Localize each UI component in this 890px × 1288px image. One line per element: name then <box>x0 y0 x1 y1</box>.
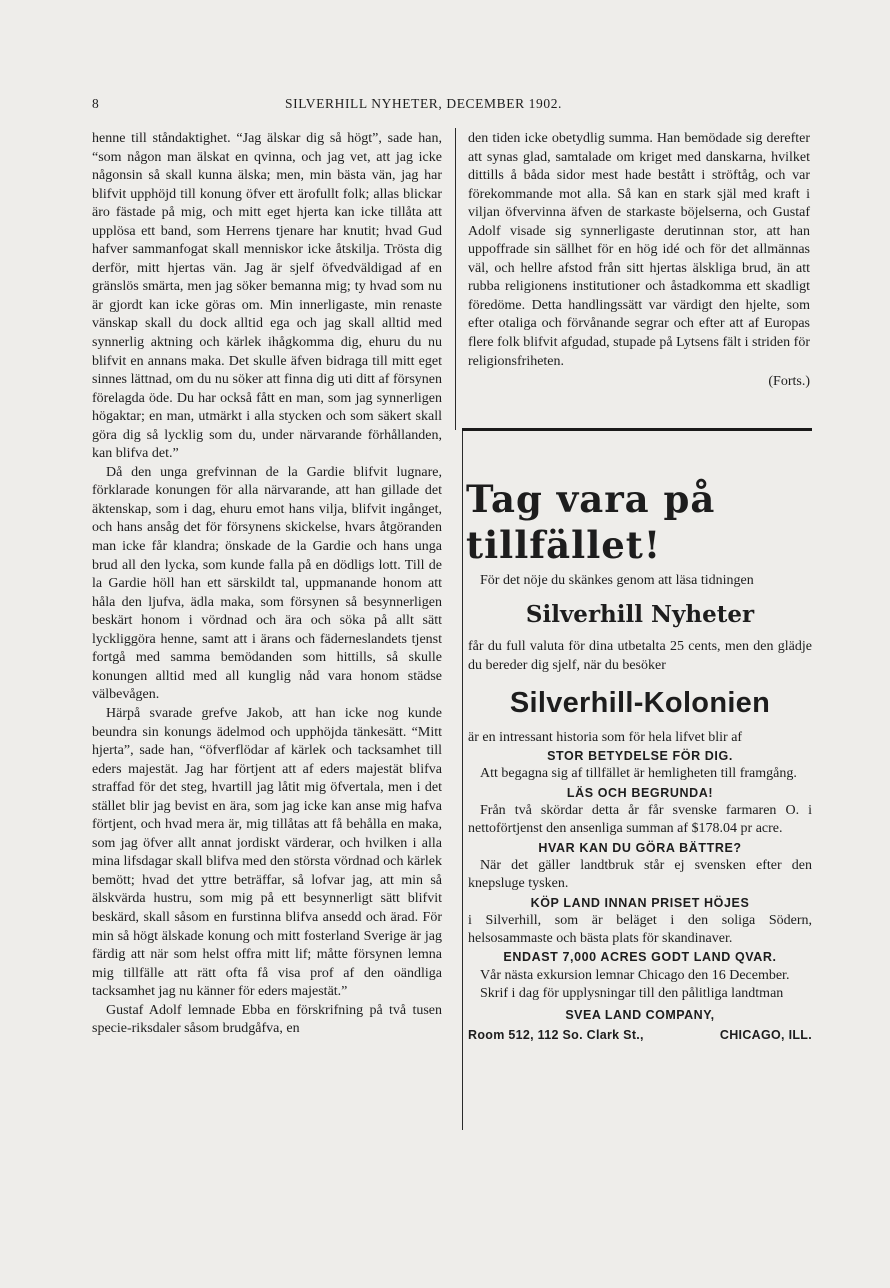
ad-text: i Silverhill, som är beläget i den soliga Södern, helsosammaste och bästa plats för skandinaver. <box>468 912 812 947</box>
ad-text: Att begagna sig af tillfället är hemligheten till framgång. <box>480 766 797 782</box>
right-paragraph: den tiden icke obetydlig summa. Han bemödade sig derefter att synas glad, samtalade om kriget med danskarna, hvilket dittills å båda sidor mest hade bestått i ströftåg, och var förekommande mot alla. Så kan en stark själ med kraft i viljan öfvervinna äfven de starkaste böjelserna, och Gustaf Adolf visade sig synnerligaste derutinnan stor, att han uppoffrade sin sällhet för en hög idé och för det allmännas väl, och hellre afstod från sitt hjertas älskliga brud, än att rubba religionens institutioner och åstadkomma ett skadligt föredöme. Detta handlingssätt var värdigt den hjelte, som efter otaliga och förvånande segrar och efter att af Europas flere folk blifvit afgudad, stupade på Lytsens fält i striden för religionsfriheten. <box>468 131 810 369</box>
ad-story-text: är en intressant historia som för hela lifvet blir af <box>468 729 743 745</box>
colony-title: Silverhill-Kolonien <box>509 686 771 719</box>
ad-text: Skrif i dag för upplysningar till den pålitliga landtman <box>480 986 784 1002</box>
city: CHICAGO, ILL. <box>719 1028 812 1043</box>
company-address <box>468 1025 812 1045</box>
ad-headline: tillfället! <box>466 523 662 567</box>
ad-value-text: får du full valuta för dina utbetalta 25 cents, men den glädje du bereder dig sjelf, när du besöker <box>468 639 812 673</box>
page-header <box>92 96 810 116</box>
left-paragraph: Härpå svarade grefve Jakob, att han icke nog kunde beundra sin konungs ädelmod och upphöjda tänkesätt. “Mitt hjerta”, sade han, “öfverflödar af kärlek och tacksamhet till eders majestät. Jag har förtjent att af eders majestät blifva straffad för det steg, hvartill jag låtit mig öfvertala, men i det stället blir jag bevist en ära, som jag icke kan anse mig hafva förtjent, och hvad mera är, mig tillåtas att få behålla en maka, som jag öfver allt annat jordiskt värderar, och hvilken i alla mina lifsdagar skall blifva med den största vördnad och kärlek bemött; hvad det yttre beträffar, så lofvar jag, att min så älskvärda hustru, som mig på ett besynnerligt sätt blifvit beskärd, skall såsom en furstinna blifva ansedd och ärad. För min så högt älskade konung och mitt fosterland Sverige är jag färdig att när som helst offra mitt lif; måtte försynen lemna mig tillfälle att rätt ofta få visa prof af den oändliga tacksamhet jag nu känner för eders majestät.” <box>92 705 442 1000</box>
street-address: Room 512, 112 So. Clark St., <box>468 1028 644 1043</box>
running-title: SILVERHILL NYHETER, DECEMBER 1902. <box>285 96 563 111</box>
ad-text: Vår nästa exkursion lemnar Chicago den 16 December. <box>480 967 790 983</box>
advertisement-border <box>462 431 463 1130</box>
page-number: 8 <box>92 96 100 111</box>
left-paragraph: Gustaf Adolf lemnade Ebba en förskrifning på två tusen specie-riksdaler såsom brudgåfva, en <box>92 1002 442 1037</box>
ad-text: När det gäller landtbruk står ej svensken efter den knepsluge tysken. <box>468 857 812 892</box>
continued-note: (Forts.) <box>768 374 810 390</box>
section-rule <box>462 428 812 431</box>
ad-subheading: KÖP LAND INNAN PRISET HÖJES <box>530 895 750 910</box>
ad-subheading: HVAR KAN DU GÖRA BÄTTRE? <box>538 840 742 855</box>
ad-subheading: LÄS OCH BEGRUNDA! <box>566 785 714 800</box>
ad-headline: Tag vara på <box>466 477 716 521</box>
right-column <box>468 130 810 392</box>
ad-intro: För det nöje du skänkes genom att läsa tidningen <box>480 573 754 588</box>
left-paragraph: Då den unga grefvinnan de la Gardie blifvit lugnare, förklarade konungen för alla närvarande, att han gillade det äktenskap, som i dag, ehuru emot hans vilja, blifvit ingånget, och hans ansåg det för försynens skickelse, hvars åtgöranden man icke får klandra; önskade de la Gardie och hans unga brud all den lycka, som kunde falla på en dödligs lott. Till de la Gardie höll han ett särskildt tal, uppmanande honom att håla den ljufva, ädla maka, som försynen så besynnerligen beskärt honom i vördnad och ära och söka på allt sätt lyckliggöra henne, samt att i ärans och fäderneslandets tjenst fortgå med samma bemödanden som hittills, så skulle konungen alltid med all kunglig nåd vara honom städse välbevågen. <box>92 464 442 703</box>
ad-text: Från två skördar detta år får svenske farmaren O. i nettoförtjenst den ansenliga summan af $178.04 pr acre. <box>468 803 812 837</box>
ad-subheading: STOR BETYDELSE FÖR DIG. <box>547 749 733 764</box>
ad-subheading: ENDAST 7,000 ACRES GODT LAND QVAR. <box>503 950 777 965</box>
left-column <box>92 130 442 1039</box>
company-name: SVEA LAND COMPANY, <box>565 1008 715 1023</box>
column-divider <box>455 128 456 430</box>
paper-name: Silverhill Nyheter <box>525 601 755 629</box>
left-paragraph: henne till ståndaktighet. “Jag älskar dig så högt”, sade han, “som någon man älskat en qvinna, och jag vet, att jag icke någonsin så skall kunna älska; men, min bästa vän, jag har blifvit upphöjd till konung öfver ett ärofullt folk; allas blickar äro fästade på mig, och mitt eget hjerta kan icke tillåta att upplösa ett band, som Herrens tjenare har knutit; hvad Gud hafver sammanfogat skall menniskor icke åtskilja. Trösta dig derför, mitt hjertas vän. Jag är sjelf öfvedväldigad af en gränslös smärta, men jag söker bemanna mig; ty hvad som nu är gjordt kan icke göras om. Min innerligaste, min renaste vänskap skall du dock alltid ega och jag skall alltid med synnerlig aktning och kärlek ihågkomma dig, ehuru du nu blifvit en annans maka. Det skulle äfven bidraga till mitt eget sinnes lättnad, om du nu söker att finna dig uti ditt af försynen förelagda öde. Du har också fått en man, som jag synnerligen högaktar; en man, utmärkt i alla stycken och som säkert skall göra dig så lycklig som du, under närvarande förhållanden, kan blifva det.” <box>92 131 442 462</box>
advertisement <box>468 476 812 1045</box>
